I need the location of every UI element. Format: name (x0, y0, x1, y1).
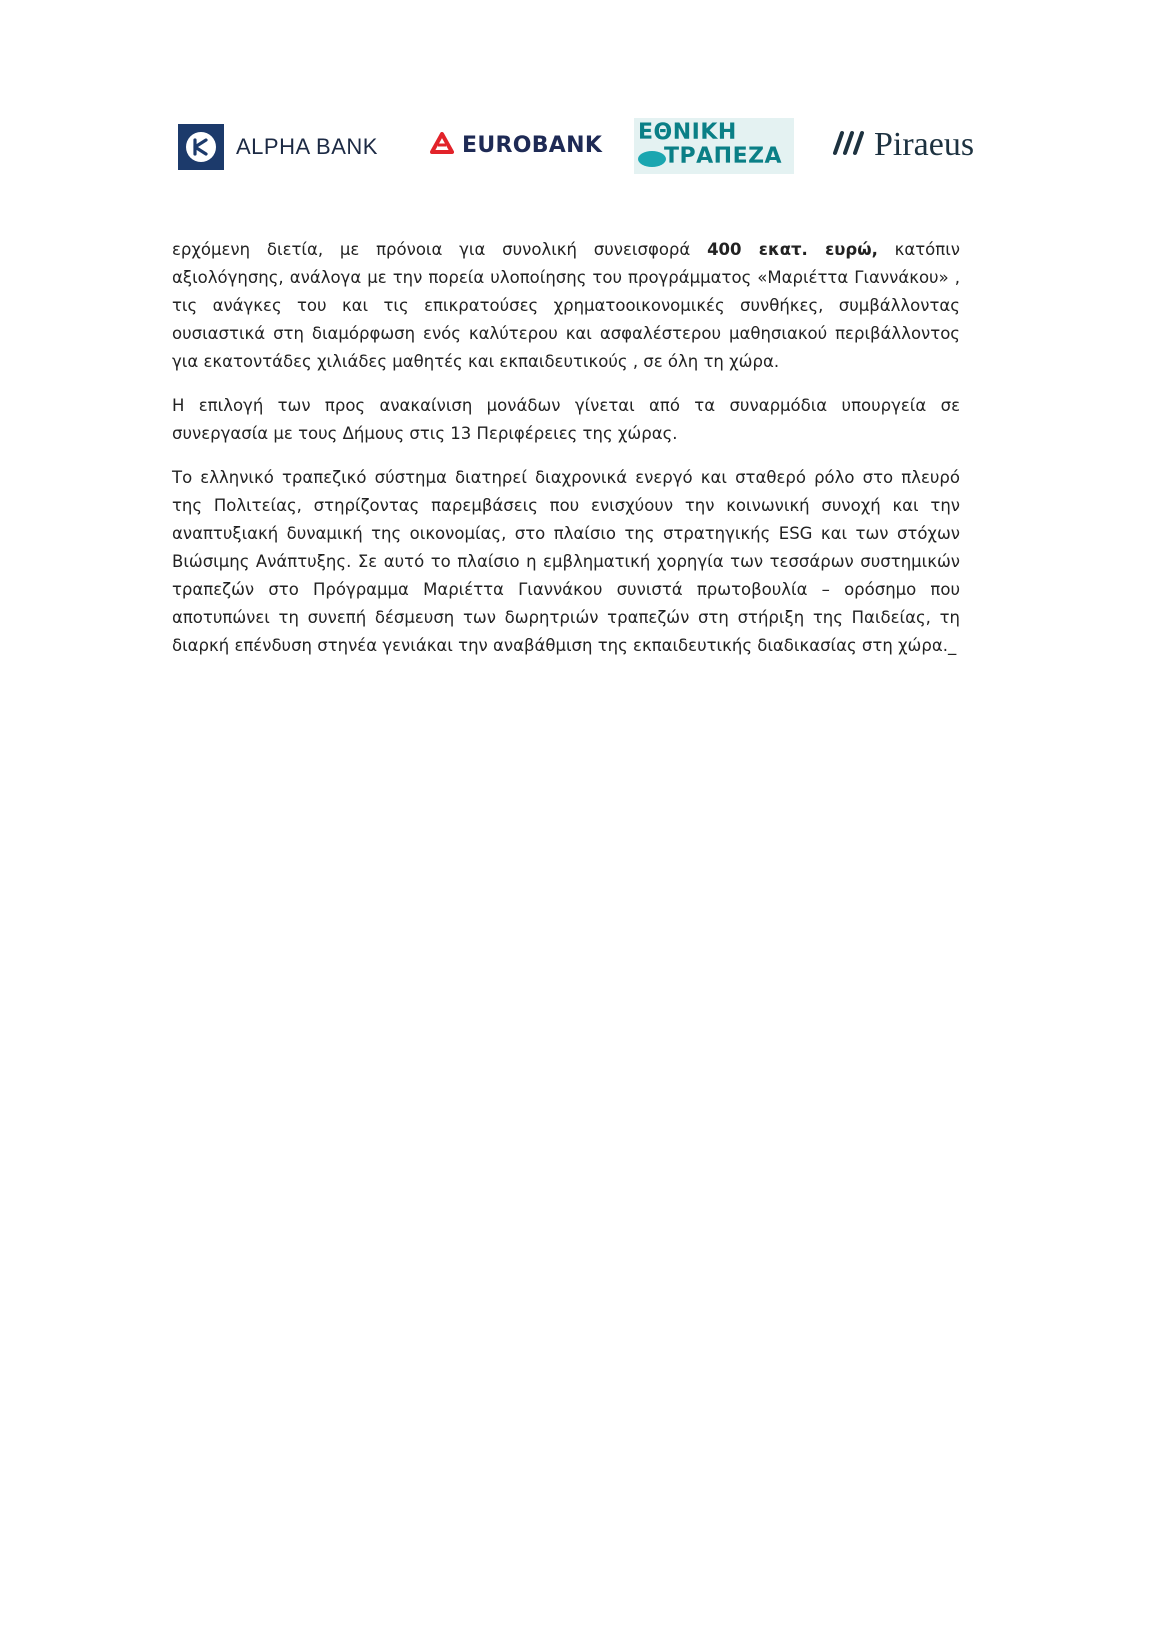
piraeus-slashes-icon (832, 130, 868, 161)
eurobank-wordmark: EUROBANK (462, 133, 603, 158)
document-body (172, 236, 960, 676)
alpha-bank-emblem-icon (178, 124, 224, 170)
piraeus-wordmark: Piraeus (874, 126, 975, 163)
piraeus-logo (832, 126, 974, 164)
paragraph-1: ερχόμενη διετία, με πρόνοια για συνολική συνεισφορά 400 εκατ. ευρώ, κατόπιν αξιολόγησης, ανάλογα με την πορεία υλοποίησης του προγράμματος «Μαριέττα Γιαννάκου» , τις ανάγκες του και τις επικρατούσες χρηματοοικονομικές συνθήκες, συμβάλλοντας ουσιαστικά στη διαμόρφωση ενός καλύτερου και ασφαλέστερου μαθησιακού περιβάλλοντος για εκατοντάδες χιλιάδες μαθητές και εκπαιδευτικούς , σε όλη τη χώρα. (172, 240, 961, 371)
trapeza-wordmark: ΤΡΑΠΕΖΑ (664, 144, 783, 169)
nbg-coin-icon (638, 151, 666, 167)
contribution-amount: 400 εκατ. ευρώ, (707, 240, 878, 259)
paragraph-3: Το ελληνικό τραπεζικό σύστημα διατηρεί διαχρονικά ενεργό και σταθερό ρόλο στο πλευρό της Πολιτείας, στηρίζοντας παρεμβάσεις που ενισχύουν την κοινωνική συνοχή και την αναπτυξιακή δυναμική της οικονομίας, στο πλαίσιο της στρατηγικής ESG και των στόχων Βιώσιμης Ανάπτυξης. Σε αυτό το πλαίσιο η εμβληματική χορηγία των τεσσάρων συστημικών τραπεζών στο Πρόγραμμα Μαριέττα Γιαννάκου συνιστά πρωτοβουλία – ορόσημο που αποτυπώνει τη συνεπή δέσμευση των δωρητριών τραπεζών στη στήριξη της Παιδείας, τη διαρκή επένδυση στηνέα γενιάκαι την αναβάθμιση της εκπαιδευτικής διαδικασίας στη χώρα._ (172, 468, 960, 655)
ethniki-wordmark: ΕΘΝΙΚΗ (638, 120, 737, 145)
alpha-bank-wordmark: ALPHA BANK (236, 134, 378, 159)
paragraph-2: Η επιλογή των προς ανακαίνιση μονάδων γίνεται από τα συναρμόδια υπουργεία σε συνεργασία με τους Δήμους στις 13 Περιφέρειες της χώρας. (172, 396, 960, 443)
bank-logos-header (178, 118, 1008, 178)
eurobank-emblem-icon (430, 132, 454, 159)
ethniki-trapeza-logo (634, 118, 794, 174)
alpha-bank-logo (178, 124, 378, 170)
eurobank-logo (430, 132, 602, 159)
